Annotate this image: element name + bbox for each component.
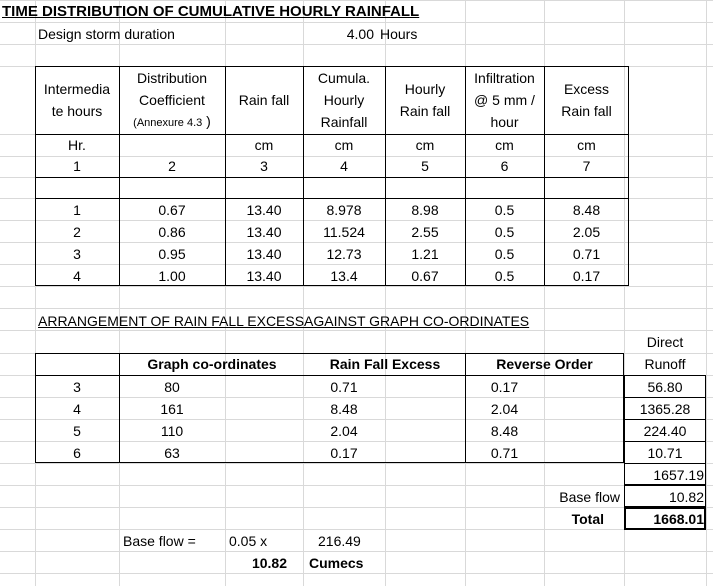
header-reverse-order: Reverse Order: [496, 356, 593, 372]
grid-line: [0, 463, 713, 464]
header-graph-coordinates: Graph co-ordinates: [147, 356, 277, 372]
base-calc-factor: 0.05 x: [229, 533, 268, 549]
col-number: 2: [168, 158, 176, 174]
base-flow-label: Base flow: [559, 489, 620, 505]
sheet-title: TIME DISTRIBUTION OF CUMULATIVE HOURLY RAINFALL: [2, 3, 420, 20]
col-number: 7: [582, 158, 591, 174]
grid-line: [0, 330, 713, 331]
grid-line: [0, 308, 713, 309]
base-calc-result: 10.82: [251, 555, 287, 571]
col-number: 1: [73, 158, 81, 174]
grid-line: [0, 22, 713, 23]
grid-line: [0, 507, 713, 508]
header-rain-fall: Rain fall: [238, 92, 290, 108]
grid-line: [0, 573, 713, 574]
total-value: 1668.01: [653, 511, 704, 527]
col-number: 6: [500, 158, 509, 174]
grid-line: [706, 0, 707, 586]
header-infiltration: Infiltration @ 5 mm / hour: [474, 70, 535, 130]
base-calc-label: Base flow =: [123, 533, 196, 549]
grid-line: [0, 551, 713, 552]
grid-line: [0, 485, 713, 486]
col-number: 4: [340, 158, 348, 174]
base-calc-area: 216.49: [318, 533, 361, 549]
section-title: ARRANGEMENT OF RAIN FALL EXCESSAGAINST GRAPH CO-ORDINATES: [38, 313, 530, 329]
unit-cm: cm: [495, 137, 514, 153]
grid-line: [0, 0, 713, 1]
header-excess-rain-fall: Excess Rain fall: [561, 81, 612, 119]
design-storm-label: Design storm duration: [38, 26, 175, 42]
grid-line: [0, 286, 713, 287]
grid-line: [0, 529, 713, 530]
runoff-sum: 1657.19: [653, 467, 704, 483]
col-number: 5: [421, 158, 429, 174]
header-hourly-rain-fall: Hourly Rain fall: [399, 81, 451, 119]
unit-cm: cm: [254, 137, 274, 153]
unit-hr: Hr.: [68, 137, 86, 153]
unit-cm: cm: [334, 137, 354, 153]
design-storm-unit: Hours: [380, 26, 418, 42]
unit-cm: cm: [577, 137, 596, 153]
spreadsheet: TIME DISTRIBUTION OF CUMULATIVE HOURLY RAINFALL Design storm duration 4.00 Hours Intermedia te hours Distribution Coefficient (Annexure 4.3 ) Rain fall Cumula. Hourly Rainfall Hourly Rain fall Infiltration @ 5 mm / hour Excess Rain fall Hr. cm cm cm cm cm 1 2 3 4 5 6 7 1 0.67 13.40 8.978 8.98 0.5 8.48 2 0.86 13.40 11.524 2.55 0.5 2.05 3 0.95 13.40 12.73 1.21 0.5 0.71 4 1.00 13.40 13.4 0.67 0.5 0.17 ARRANGEMENT OF RAIN FALL EXCESSAGAINST GRAPH CO-ORDINATES Graph co-ordinates Rain Fall Excess Reverse Order Direct Runoff 3 80 0.71 0.17 56.80 4 161 8.48 2.04 1365.28 5 110 2.04 8.48 224.40 6 63 0.17 0.71 10.71 1657.19 Base flow 10.82 Total 1668.01 Base flow = 0.05 x 216.49 10.82 Cumecs: [0, 0, 713, 586]
header-direct-runoff: Direct Runoff: [644, 334, 686, 372]
unit-cm: cm: [415, 137, 435, 153]
header-distribution-coefficient: Distribution Coefficient (Annexure 4.3 ): [133, 70, 211, 129]
header-cumulative-hourly-rainfall: Cumula. Hourly Rainfall: [317, 70, 371, 130]
header-intermediate-hours: Intermedia te hours: [43, 81, 111, 119]
total-label: Total: [571, 511, 604, 527]
header-rain-fall-excess: Rain Fall Excess: [329, 356, 441, 372]
design-storm-value: 4.00: [346, 26, 374, 42]
grid-line: [0, 44, 713, 45]
col-number: 3: [260, 158, 268, 174]
base-calc-unit: Cumecs: [309, 555, 364, 571]
base-flow-value: 10.82: [668, 489, 704, 505]
